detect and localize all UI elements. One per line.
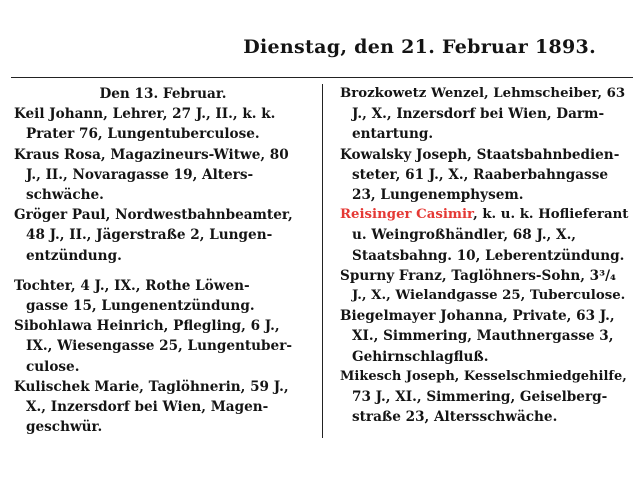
entry-line: XI., Simmering, Mauthnergasse 3, [352, 328, 614, 345]
death-entry [14, 377, 312, 438]
entry-line: Staatsbahng. 10, Leberentzündung. [352, 247, 625, 264]
death-entry [14, 205, 312, 266]
death-entry [14, 276, 312, 316]
entry-line: Gröger Paul, Nordwestbahnbeamter, [14, 207, 293, 224]
entry-line: J., II., Novaragasse 19, Alters- [26, 166, 254, 183]
death-entry [340, 306, 630, 367]
left-column [14, 84, 312, 437]
entry-gap [14, 266, 312, 276]
death-entry [340, 367, 630, 428]
page-title: Dienstag, den 21. Februar 1893. [243, 36, 596, 58]
header-rule [11, 77, 633, 78]
entry-line: Biegelmayer Johanna, Private, 63 J., [340, 308, 615, 325]
right-column [340, 84, 630, 427]
entry-line: gasse 15, Lungenentzündung. [26, 298, 255, 315]
death-entry-highlighted [340, 205, 630, 266]
entry-line: 73 J., XI., Simmering, Geiselberg- [352, 389, 608, 406]
highlighted-name: Reisinger Casimir [340, 207, 474, 223]
entry-line: X., Inzersdorf bei Wien, Magen- [26, 399, 269, 416]
entry-line: Keil Johann, Lehrer, 27 J., II., k. k. [14, 106, 276, 123]
entry-line: Kulischek Marie, Taglöhnerin, 59 J., [14, 378, 289, 395]
entry-line: Kowalsky Joseph, Staatsbahnbedien- [340, 146, 620, 163]
death-entry [340, 266, 630, 306]
entry-line: Kraus Rosa, Magazineurs-Witwe, 80 [14, 146, 289, 163]
death-entry [340, 84, 630, 145]
entry-line: J., X., Wielandgasse 25, Tuberculose. [352, 288, 626, 304]
death-entry [14, 316, 312, 377]
entry-line: u. Weingroßhändler, 68 J., X., [352, 227, 577, 244]
entry-line: 23, Lungenemphysem. [352, 187, 524, 204]
death-entry [340, 145, 630, 206]
entry-line: Gehirnschlagfluß. [352, 348, 489, 365]
entry-line: steter, 61 J., X., Raaberbahngasse [352, 166, 609, 183]
entry-line: Spurny Franz, Taglöhners-Sohn, 3³/₄ [340, 267, 617, 284]
page-header [0, 30, 644, 74]
death-entry [14, 145, 312, 206]
entry-line: IX., Wiesengasse 25, Lungentuber- [26, 338, 292, 355]
entry-line: Brozkowetz Wenzel, Lehmscheiber, 63 [340, 86, 626, 101]
entry-line-rest: , k. u. k. Hoflieferant [473, 207, 629, 223]
entry-line: Sibohlawa Heinrich, Pflegling, 6 J., [14, 318, 280, 335]
entry-line: geschwür. [26, 419, 103, 436]
entry-line: Mikesch Joseph, Kesselschmiedgehilfe, [340, 368, 627, 384]
entry-line: 48 J., II., Jägerstraße 2, Lungen- [26, 227, 273, 244]
date-heading: Den 13. Februar. [99, 86, 227, 102]
entry-line [340, 205, 630, 225]
entry-line: J., X., Inzersdorf bei Wien, Darm- [352, 106, 605, 123]
entry-line: culose. [26, 358, 80, 375]
entry-line: entartung. [352, 126, 434, 143]
entry-line: entzündung. [26, 247, 122, 264]
entry-line: straße 23, Altersschwäche. [352, 409, 558, 426]
entry-line: Prater 76, Lungentuberculose. [26, 126, 260, 143]
death-entry [14, 104, 312, 144]
entry-line: schwäche. [26, 187, 104, 204]
entry-line: Tochter, 4 J., IX., Rothe Löwen- [14, 277, 250, 294]
column-divider [322, 84, 323, 438]
